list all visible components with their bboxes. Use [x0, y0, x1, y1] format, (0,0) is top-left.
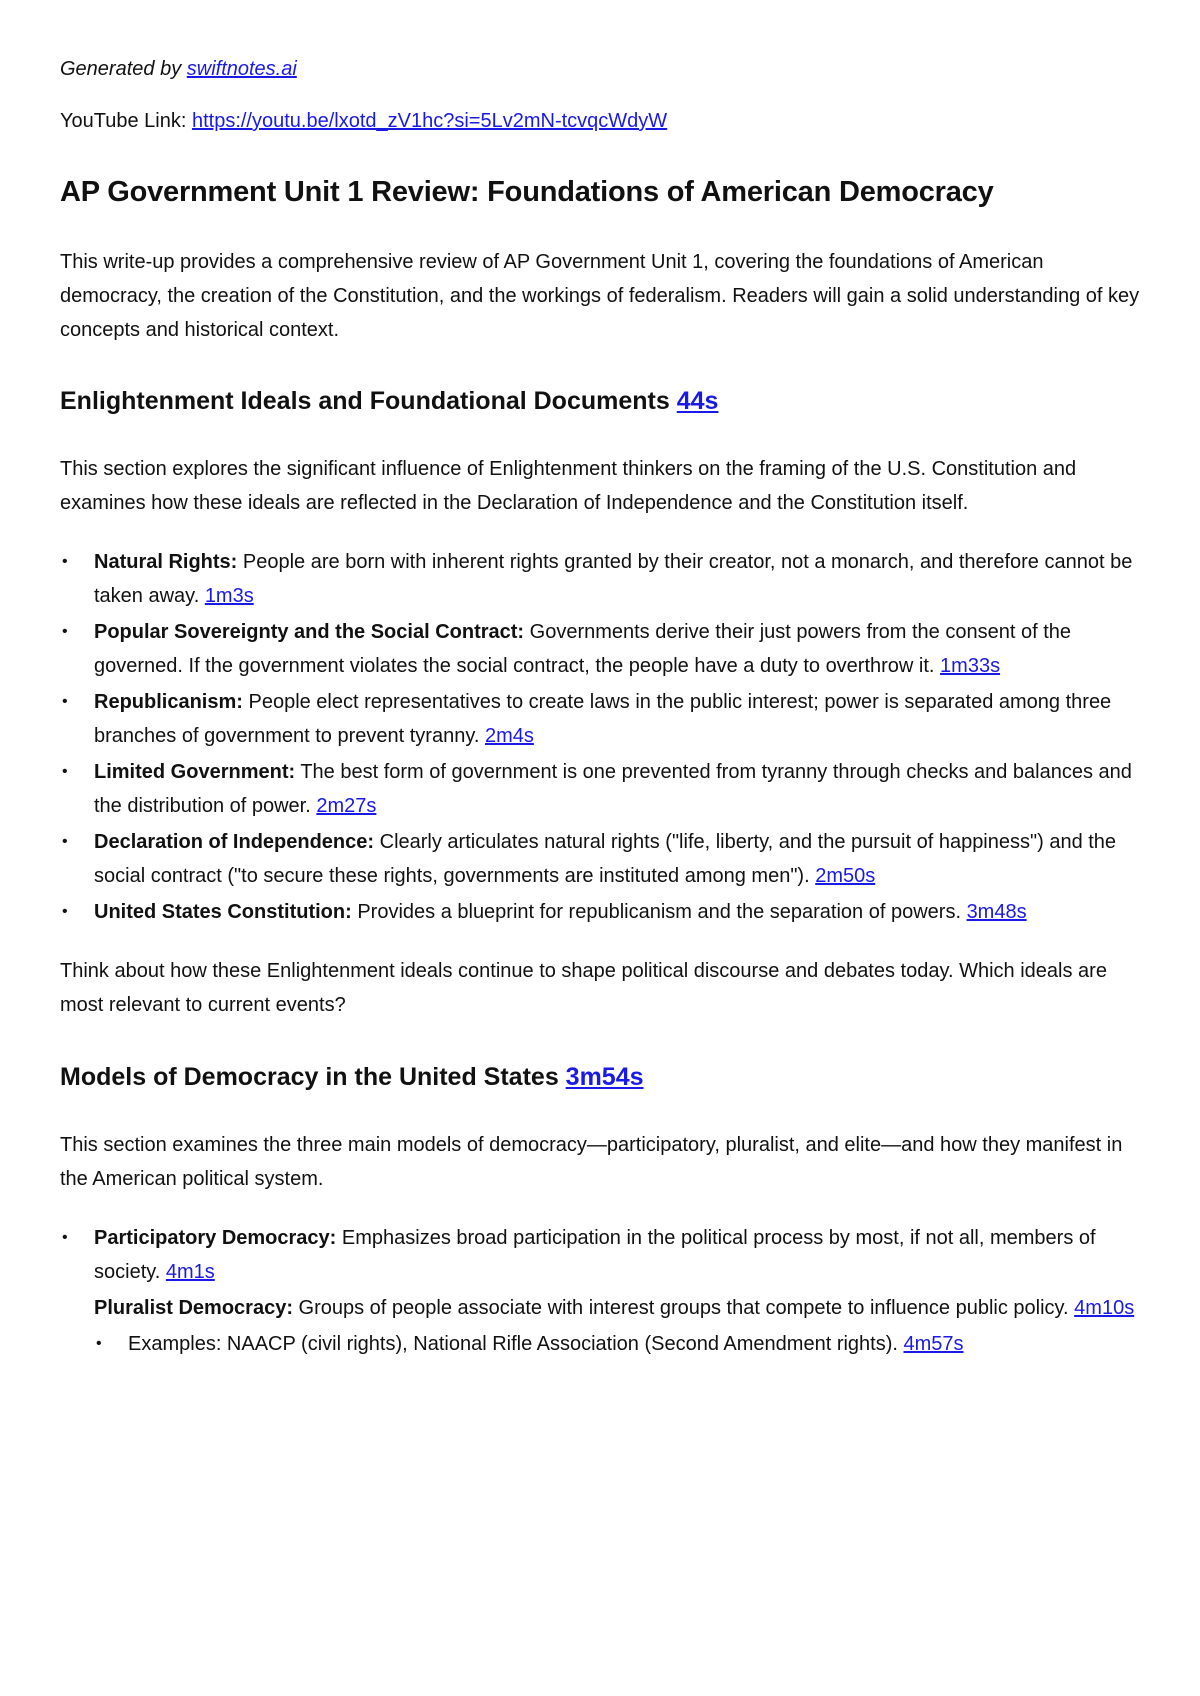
list-item: [60, 755, 1140, 823]
item-text: People elect representatives to create laws in the public interest; power is separated among three branches of government to prevent tyranny.: [94, 691, 1112, 747]
item-text: Examples: NAACP (civil rights), National Rifle Association (Second Amendment rights).: [128, 1333, 904, 1355]
list-item: [60, 895, 1140, 929]
timestamp-link[interactable]: 2m27s: [316, 795, 377, 817]
generated-by-label: Generated by: [60, 58, 187, 80]
list-item: [60, 685, 1140, 753]
list-item: [60, 615, 1140, 683]
timestamp-link[interactable]: 4m10s: [1074, 1297, 1135, 1319]
item-label: Limited Government:: [94, 761, 296, 783]
timestamp-link[interactable]: 3m48s: [966, 901, 1027, 923]
item-label: Participatory Democracy:: [94, 1227, 337, 1249]
item-text: Groups of people associate with interest groups that compete to influence public policy.: [292, 1297, 1075, 1319]
item-text: People are born with inherent rights granted by their creator, not a monarch, and therefore cannot be taken away.: [94, 551, 1133, 607]
list-item: [60, 545, 1140, 613]
item-label: Republicanism:: [94, 691, 243, 713]
item-label: Popular Sovereignty and the Social Contract:: [94, 621, 525, 643]
item-label: Natural Rights:: [94, 551, 238, 573]
reflection-paragraph: Think about how these Enlightenment ideals continue to shape political discourse and debates today. Which ideals are most relevant to current events?: [60, 960, 1107, 1016]
timestamp-link[interactable]: 2m50s: [815, 865, 876, 887]
youtube-link-line: [60, 106, 1140, 136]
youtube-link[interactable]: https://youtu.be/lxotd_zV1hc?si=5Lv2mN-tcvqcWdyW: [191, 110, 668, 132]
generated-by-line: [60, 54, 1140, 84]
item-text: Emphasizes broad participation in the political process by most, if not all, members of society.: [94, 1227, 1096, 1283]
section-timestamp-link[interactable]: 3m54s: [565, 1063, 644, 1091]
intro-paragraph: This write-up provides a comprehensive review of AP Government Unit 1, covering the foundations of American democracy, the creation of the Constitution, and the workings of federalism. Readers will gain a solid understanding of key concepts and historical context.: [60, 251, 1140, 341]
item-label: Declaration of Independence:: [94, 831, 375, 853]
item-text: Clearly articulates natural rights ("life, liberty, and the pursuit of happiness") and the social contract ("to secure these rights, governments are instituted among men").: [94, 831, 1117, 887]
list-item: [60, 1221, 1140, 1289]
document-title: AP Government Unit 1 Review: Foundations of American Democracy: [60, 176, 994, 208]
youtube-link-label: YouTube Link:: [60, 110, 192, 132]
timestamp-link[interactable]: 1m33s: [940, 655, 1001, 677]
section-timestamp-link[interactable]: 44s: [676, 387, 719, 415]
section-heading-models-of-democracy: [60, 1059, 1140, 1095]
section-heading-text: Models of Democracy in the United States: [60, 1063, 566, 1091]
timestamp-link[interactable]: 4m57s: [903, 1333, 964, 1355]
list-item: [60, 825, 1140, 893]
timestamp-link[interactable]: 4m1s: [165, 1261, 215, 1283]
section-heading-text: Enlightenment Ideals and Foundational Documents: [60, 387, 677, 415]
timestamp-link[interactable]: 1m3s: [204, 585, 254, 607]
section-intro-paragraph: This section examines the three main models of democracy—participatory, pluralist, and elite—and how they manifest in the American political system.: [60, 1134, 1123, 1190]
list-item: [60, 1327, 1140, 1361]
timestamp-link[interactable]: 2m4s: [484, 725, 534, 747]
pluralist-examples-sublist: [60, 1327, 1140, 1361]
item-text: The best form of government is one prevented from tyranny through checks and balances and the distribution of power.: [94, 761, 1132, 817]
list-item: [60, 1291, 1140, 1325]
swiftnotes-link[interactable]: swiftnotes.ai: [186, 58, 297, 80]
section-heading-enlightenment: [60, 383, 1140, 419]
item-label: United States Constitution:: [94, 901, 352, 923]
item-label: Pluralist Democracy:: [94, 1297, 293, 1319]
section-intro-paragraph: This section explores the significant influence of Enlightenment thinkers on the framing of the U.S. Constitution and examines how these ideals are reflected in the Declaration of Independence and the Constitution itself.: [60, 458, 1077, 514]
item-text: Provides a blueprint for republicanism and the separation of powers.: [351, 901, 967, 923]
democracy-models-bullet-list: [60, 1221, 1140, 1325]
item-text: Governments derive their just powers from the consent of the governed. If the government violates the social contract, the people have a duty to overthrow it.: [94, 621, 1072, 677]
enlightenment-bullet-list: [60, 545, 1140, 929]
